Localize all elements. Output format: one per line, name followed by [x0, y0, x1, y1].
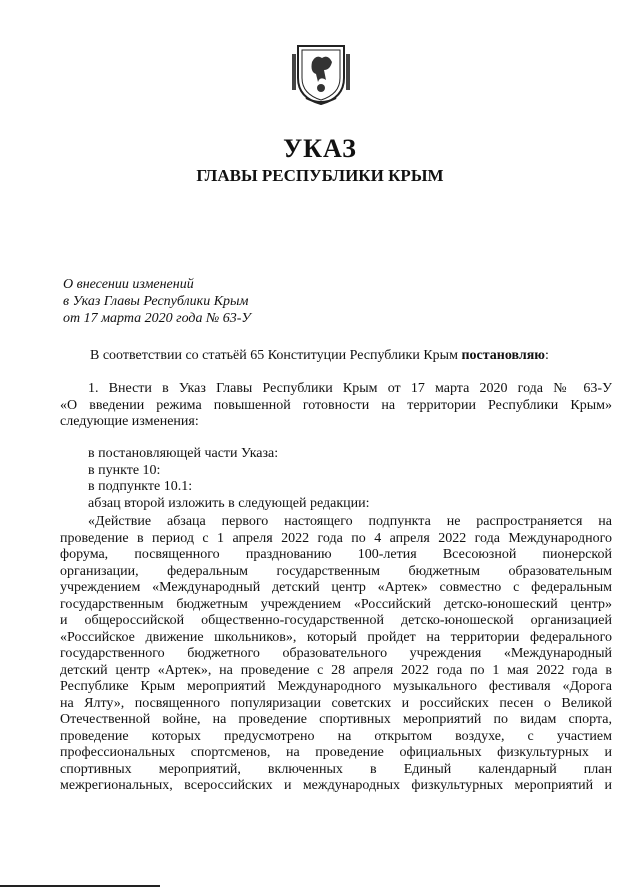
subject-line: в Указ Главы Республики Крым — [63, 294, 249, 309]
quote-line: «Действие абзаца первого настоящего подпункта не распространяется на — [88, 514, 612, 529]
quote-line: профессиональных спортсменов, на проведение официальных физкультурных и — [60, 745, 612, 760]
quote-line: на Ялту», посвященного популяризации советских и российских песен о Великой — [60, 695, 612, 711]
quote-line: организации, федеральным государственным бюджетным образовательным — [60, 563, 612, 579]
quote-line: государственным бюджетным учреждением «Российский детско-юношеский центр» — [60, 596, 612, 612]
quote-line: государственного бюджетного образовательного учреждения «Международный — [60, 646, 612, 661]
preamble — [90, 348, 610, 365]
quote-line: и общероссийской общественно-государственной детско-юношеской организацией — [60, 613, 612, 628]
subject-line: О внесении изменений — [63, 277, 194, 292]
amendment-line: абзац второй изложить в следующей редакции: — [88, 495, 370, 511]
amendment-line: в постановляющей части Указа: — [88, 446, 279, 461]
quoted-paragraph — [60, 514, 612, 795]
item-1-line: следующие изменения: — [60, 414, 199, 429]
quote-line: форума, посвященного празднованию 100-летия Всесоюзной пионерской — [60, 547, 612, 562]
quote-line: детский центр «Артек», на проведение с 28 апреля 2022 года по 1 мая 2022 года в — [60, 662, 612, 678]
amendment-line: в подпункте 10.1: — [88, 479, 193, 494]
subject-line: от 17 марта 2020 года № 63-У — [63, 311, 251, 326]
preamble-bold: постановляю — [461, 348, 545, 363]
quote-line: спортивных мероприятий, включенных в Единый календарный план — [60, 761, 612, 777]
quote-line: межрегиональных, всероссийских и международных физкультурных мероприятий и — [60, 778, 612, 793]
quote-line: проведение которых предусмотрено на открытом воздухе, с участием — [60, 728, 612, 744]
amendment-line: в пункте 10: — [88, 462, 161, 478]
item-1 — [60, 381, 612, 431]
quote-line: учреждением «Международный детский центр «Артек» совместно с федеральным — [60, 580, 612, 595]
amendments-list — [88, 446, 588, 512]
coat-of-arms-emblem — [290, 40, 352, 106]
document-subject — [63, 276, 251, 327]
item-1-line: «О введении режима повышенной готовности на территории Республики Крым» — [60, 397, 612, 413]
item-1-line: 1. Внести в Указ Главы Республики Крым от 17 марта 2020 года № 63-У — [88, 381, 612, 396]
document-title: УКАЗ — [283, 134, 357, 163]
preamble-end: : — [545, 348, 549, 363]
quote-line: проведение в период с 1 апреля 2022 года по 4 апреля 2022 года Международного — [60, 530, 612, 546]
quote-line: «Российское движение школьников», который пройдет на территории федерального — [60, 629, 612, 645]
footer-divider — [0, 885, 160, 887]
preamble-text: В соответствии со статьёй 65 Конституции Республики Крым — [90, 348, 462, 363]
document-subtitle: ГЛАВЫ РЕСПУБЛИКИ КРЫМ — [196, 166, 444, 185]
quote-line: Отечественной войне, на проведение спортивных мероприятий по видам спорта, — [60, 712, 612, 727]
quote-line: Республике Крым мероприятий Международного музыкального фестиваля «Дорога — [60, 679, 612, 694]
